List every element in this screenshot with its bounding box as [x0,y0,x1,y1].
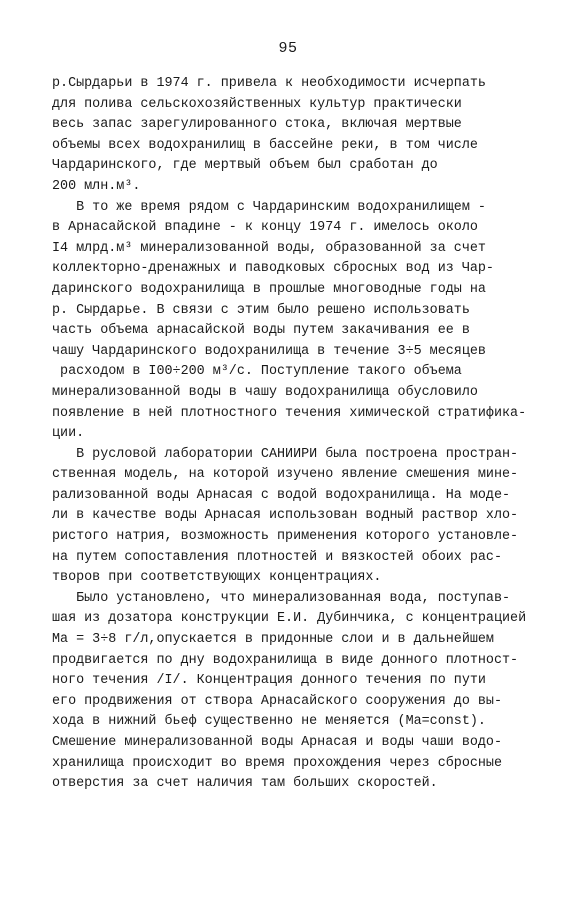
text-line: коллекторно-дренажных и паводковых сбросных вод из Чар- [52,261,494,277]
text-line: на путем сопоставления плотностей и вязкостей обоих рас- [52,549,502,565]
text-line: минерализованной воды в чашу водохранилища обусловило [52,384,478,400]
text-line: творов при соответствующих концентрациях. [52,570,382,586]
text-line: даринского водохранилища в прошлые многоводные годы на [52,281,486,297]
text-line: Смешение минерализованной воды Арнасая и воды чаши водо- [52,735,502,750]
text-line: ственная модель, на которой изучено явление смешения мине- [52,467,519,483]
text-line: ного течения /I/. Концентрация донного течения по пути [52,673,486,689]
text-line: появление в ней плотностного течения химической стратифика- [52,405,527,421]
text-line: ли в качестве воды Арнасая использован водный раствор хло- [52,508,519,524]
text-line: для полива сельскохозяйственных культур практически [52,96,462,112]
text-line: ции. [52,426,85,442]
text-line: ристого натрия, возможность применения которого установле- [52,529,519,545]
text-line: отверстия за счет наличия там больших скоростей. [52,776,438,792]
page-number: 95 [278,40,298,57]
text-line: Было установлено, что минерализованная вода, поступав- [52,590,511,606]
text-line: р.Сырдарьи в 1974 г. привела к необходимости исчерпать [52,76,486,91]
text-line: в Арнасайской впадине - к концу 1974 г. имелось около [52,220,478,236]
text-line: расходом в I00÷200 м³/с. Поступление такого объема [52,364,462,380]
text-line: продвигается по дну водохранилища в виде донного плотност- [52,652,519,668]
text-line: I4 млрд.м³ минерализованной воды, образованной за счет [52,240,486,256]
text-line: чашу Чардаринского водохранилища в течение 3÷5 месяцев [52,343,486,359]
text-line: хода в нижний бьеф существенно не меняется (Ма=const). [52,714,486,730]
text-line: Чардаринского, где мертвый объем был сработан до [52,158,438,174]
text-line: р. Сырдарье. В связи с этим было решено использовать [52,302,470,318]
text-line: часть объема арнасайской воды путем закачивания ее в [52,323,470,339]
text-line: объемы всех водохранилищ в бассейне реки, в том числе [52,137,478,153]
body-text [52,74,540,795]
text-line: весь запас зарегулированного стока, включая мертвые [52,117,462,133]
text-line: рализованной воды Арнасая с водой водохранилища. На моде- [52,487,511,503]
text-line: Ма = 3÷8 г/л,опускается в придонные слои и в дальнейшем [52,632,494,648]
text-line: его продвижения от створа Арнасайского сооружения до вы- [52,693,502,709]
text-line: 200 млн.м³. [52,178,141,194]
text-line: хранилища происходит во время прохождения через сбросные [52,755,502,771]
text-line: В русловой лаборатории САНИИРИ была построена простран- [52,446,519,462]
text-line: шая из дозатора конструкции Е.И. Дубинчика, с концентрацией [52,611,527,627]
text-line: В то же время рядом с Чардаринским водохранилищем - [52,199,486,215]
